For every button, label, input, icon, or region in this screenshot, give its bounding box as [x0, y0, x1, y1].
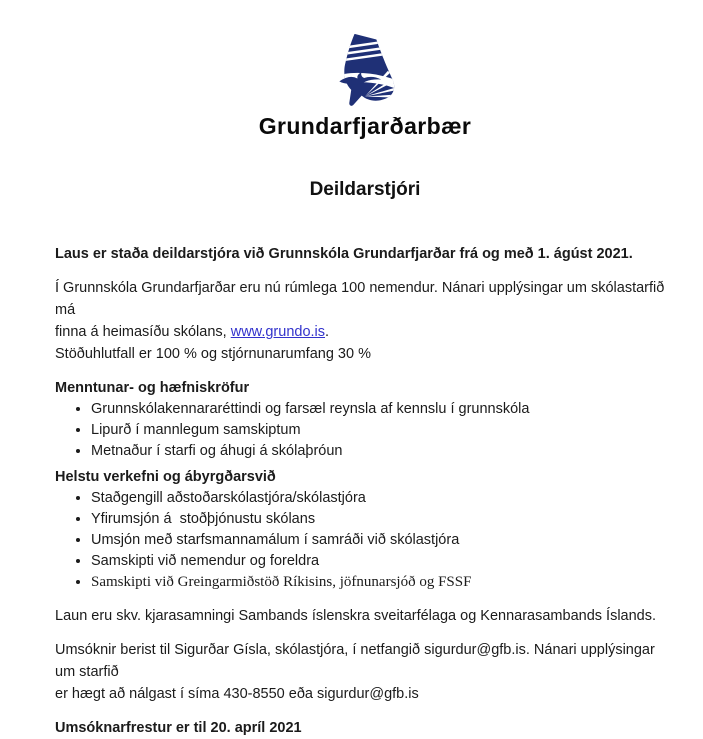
- about-line1: Í Grunnskóla Grundarfjarðar eru nú rúmlega 100 nemendur. Nánari upplýsingar um skólastarfið má: [55, 280, 669, 318]
- application-line1: Umsóknir berist til Sigurðar Gísla, skólastjóra, í netfangið sigurdur@gfb.is. Nánari upplýsingar um starfið: [55, 642, 659, 680]
- requirement-item: • Grunnskólakennararéttindi og farsæl reynsla af kennslu í grunnskóla: [91, 399, 675, 420]
- about-line2-suffix: .: [325, 324, 330, 340]
- salary-note: Laun eru skv. kjarasamningi Sambands íslenskra sveitarfélaga og Kennarasambands Íslands.: [55, 608, 657, 624]
- mountain-bird-logo-icon: [326, 31, 404, 107]
- responsibility-item: • Staðgengill aðstoðarskólastjóra/skólastjóra: [91, 488, 675, 509]
- deadline-line: Umsóknarfrestur er til 20. apríl 2021: [55, 720, 302, 736]
- responsibilities-heading: Helstu verkefni og ábyrgðarsvið: [55, 469, 276, 485]
- responsibility-item: • Samskipti við Greingarmiðstöð Ríkisins, jöfnunarsjóð og FSSF: [91, 572, 675, 593]
- responsibility-item: • Yfirumsjón á stoðþjónustu skólans: [91, 509, 675, 530]
- requirement-item: • Metnaður í starfi og áhugi á skólaþróun: [91, 441, 675, 462]
- requirement-item: • Lipurð í mannlegum samskiptum: [91, 420, 675, 441]
- about-line2-prefix: finna á heimasíðu skólans,: [55, 324, 231, 340]
- responsibilities-list: [55, 488, 675, 593]
- responsibility-item: • Samskipti við nemendur og foreldra: [91, 551, 675, 572]
- application-line2: er hægt að nálgast í síma 430-8550 eða sigurdur@gfb.is: [55, 686, 419, 702]
- opening-line: Laus er staða deildarstjóra við Grunnskóla Grundarfjarðar frá og með 1. ágúst 2021.: [55, 246, 633, 262]
- logo-navy-group: [327, 31, 403, 107]
- staffing-ratio-line: Stöðuhlutfall er 100 % og stjórnunarumfang 30 %: [55, 346, 371, 362]
- about-paragraph: [55, 277, 675, 365]
- document-body: [55, 243, 675, 739]
- application-paragraph: [55, 639, 675, 705]
- responsibility-item: • Umsjón með starfsmannamálum í samráði við skólastjóra: [91, 530, 675, 551]
- requirements-heading: Menntunar- og hæfniskröfur: [55, 380, 250, 396]
- job-title: Deildarstjóri: [309, 179, 421, 200]
- school-website-link[interactable]: www.grundo.is: [230, 324, 326, 340]
- logo-block: [55, 31, 675, 140]
- org-name-wordmark: Grundarfjarðarbær: [258, 113, 472, 139]
- requirements-list: [55, 399, 675, 462]
